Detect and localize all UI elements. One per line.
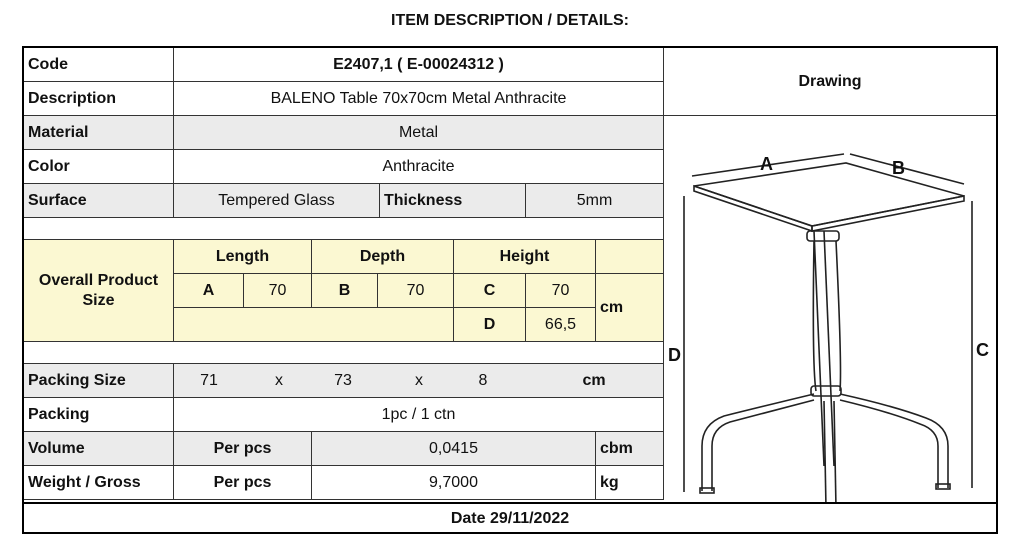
d-row-blank [174, 308, 454, 342]
height-header: Height [454, 240, 596, 274]
packing-width: 73 [334, 371, 352, 389]
b-value: 70 [378, 274, 454, 308]
c-key: C [454, 274, 526, 308]
table-top-shape [694, 163, 964, 226]
packing-size-label: Packing Size [24, 364, 174, 398]
description-value: BALENO Table 70x70cm Metal Anthracite [174, 82, 664, 116]
dim-a-label: A [760, 154, 773, 174]
weight-value: 9,7000 [312, 466, 596, 500]
spacer-row [24, 218, 664, 240]
surface-value: Tempered Glass [174, 184, 380, 218]
volume-value: 0,0415 [312, 432, 596, 466]
weight-per: Per pcs [174, 466, 312, 500]
volume-label: Volume [24, 432, 174, 466]
packing-x1: x [275, 371, 283, 389]
spacer-row-2 [24, 342, 664, 364]
a-key: A [174, 274, 244, 308]
packing-x2: x [415, 371, 423, 389]
volume-per: Per pcs [174, 432, 312, 466]
material-label: Material [24, 116, 174, 150]
weight-label: Weight / Gross [24, 466, 174, 500]
code-label: Code [24, 48, 174, 82]
color-value: Anthracite [174, 150, 664, 184]
color-label: Color [24, 150, 174, 184]
packing-size-values [174, 364, 664, 398]
code-value: E2407,1 ( E-00024312 ) [174, 48, 664, 82]
d-value: 66,5 [526, 308, 596, 342]
description-label: Description [24, 82, 174, 116]
unit-header-blank [596, 240, 664, 274]
weight-unit: kg [596, 466, 664, 500]
thickness-label: Thickness [380, 184, 526, 218]
volume-unit: cbm [596, 432, 664, 466]
packing-length: 71 [200, 371, 218, 389]
drawing-header: Drawing [664, 48, 996, 116]
page-title: ITEM DESCRIPTION / DETAILS: [391, 12, 629, 29]
table-drawing [664, 116, 996, 502]
c-value: 70 [526, 274, 596, 308]
details-table [22, 46, 998, 534]
date-footer: Date 29/11/2022 [24, 502, 996, 534]
d-key: D [454, 308, 526, 342]
packing-unit: cm [582, 371, 606, 389]
packing-label: Packing [24, 398, 174, 432]
b-key: B [312, 274, 378, 308]
packing-height: 8 [478, 371, 488, 389]
dim-c-label: C [976, 340, 989, 360]
material-value: Metal [174, 116, 664, 150]
overall-size-label: Overall Product Size [24, 240, 174, 342]
size-unit: cm [596, 274, 664, 342]
surface-label: Surface [24, 184, 174, 218]
a-value: 70 [244, 274, 312, 308]
thickness-value: 5mm [526, 184, 664, 218]
depth-header: Depth [312, 240, 454, 274]
length-header: Length [174, 240, 312, 274]
packing-value: 1pc / 1 ctn [174, 398, 664, 432]
dim-b-label: B [892, 158, 905, 178]
dim-d-label: D [668, 345, 681, 365]
